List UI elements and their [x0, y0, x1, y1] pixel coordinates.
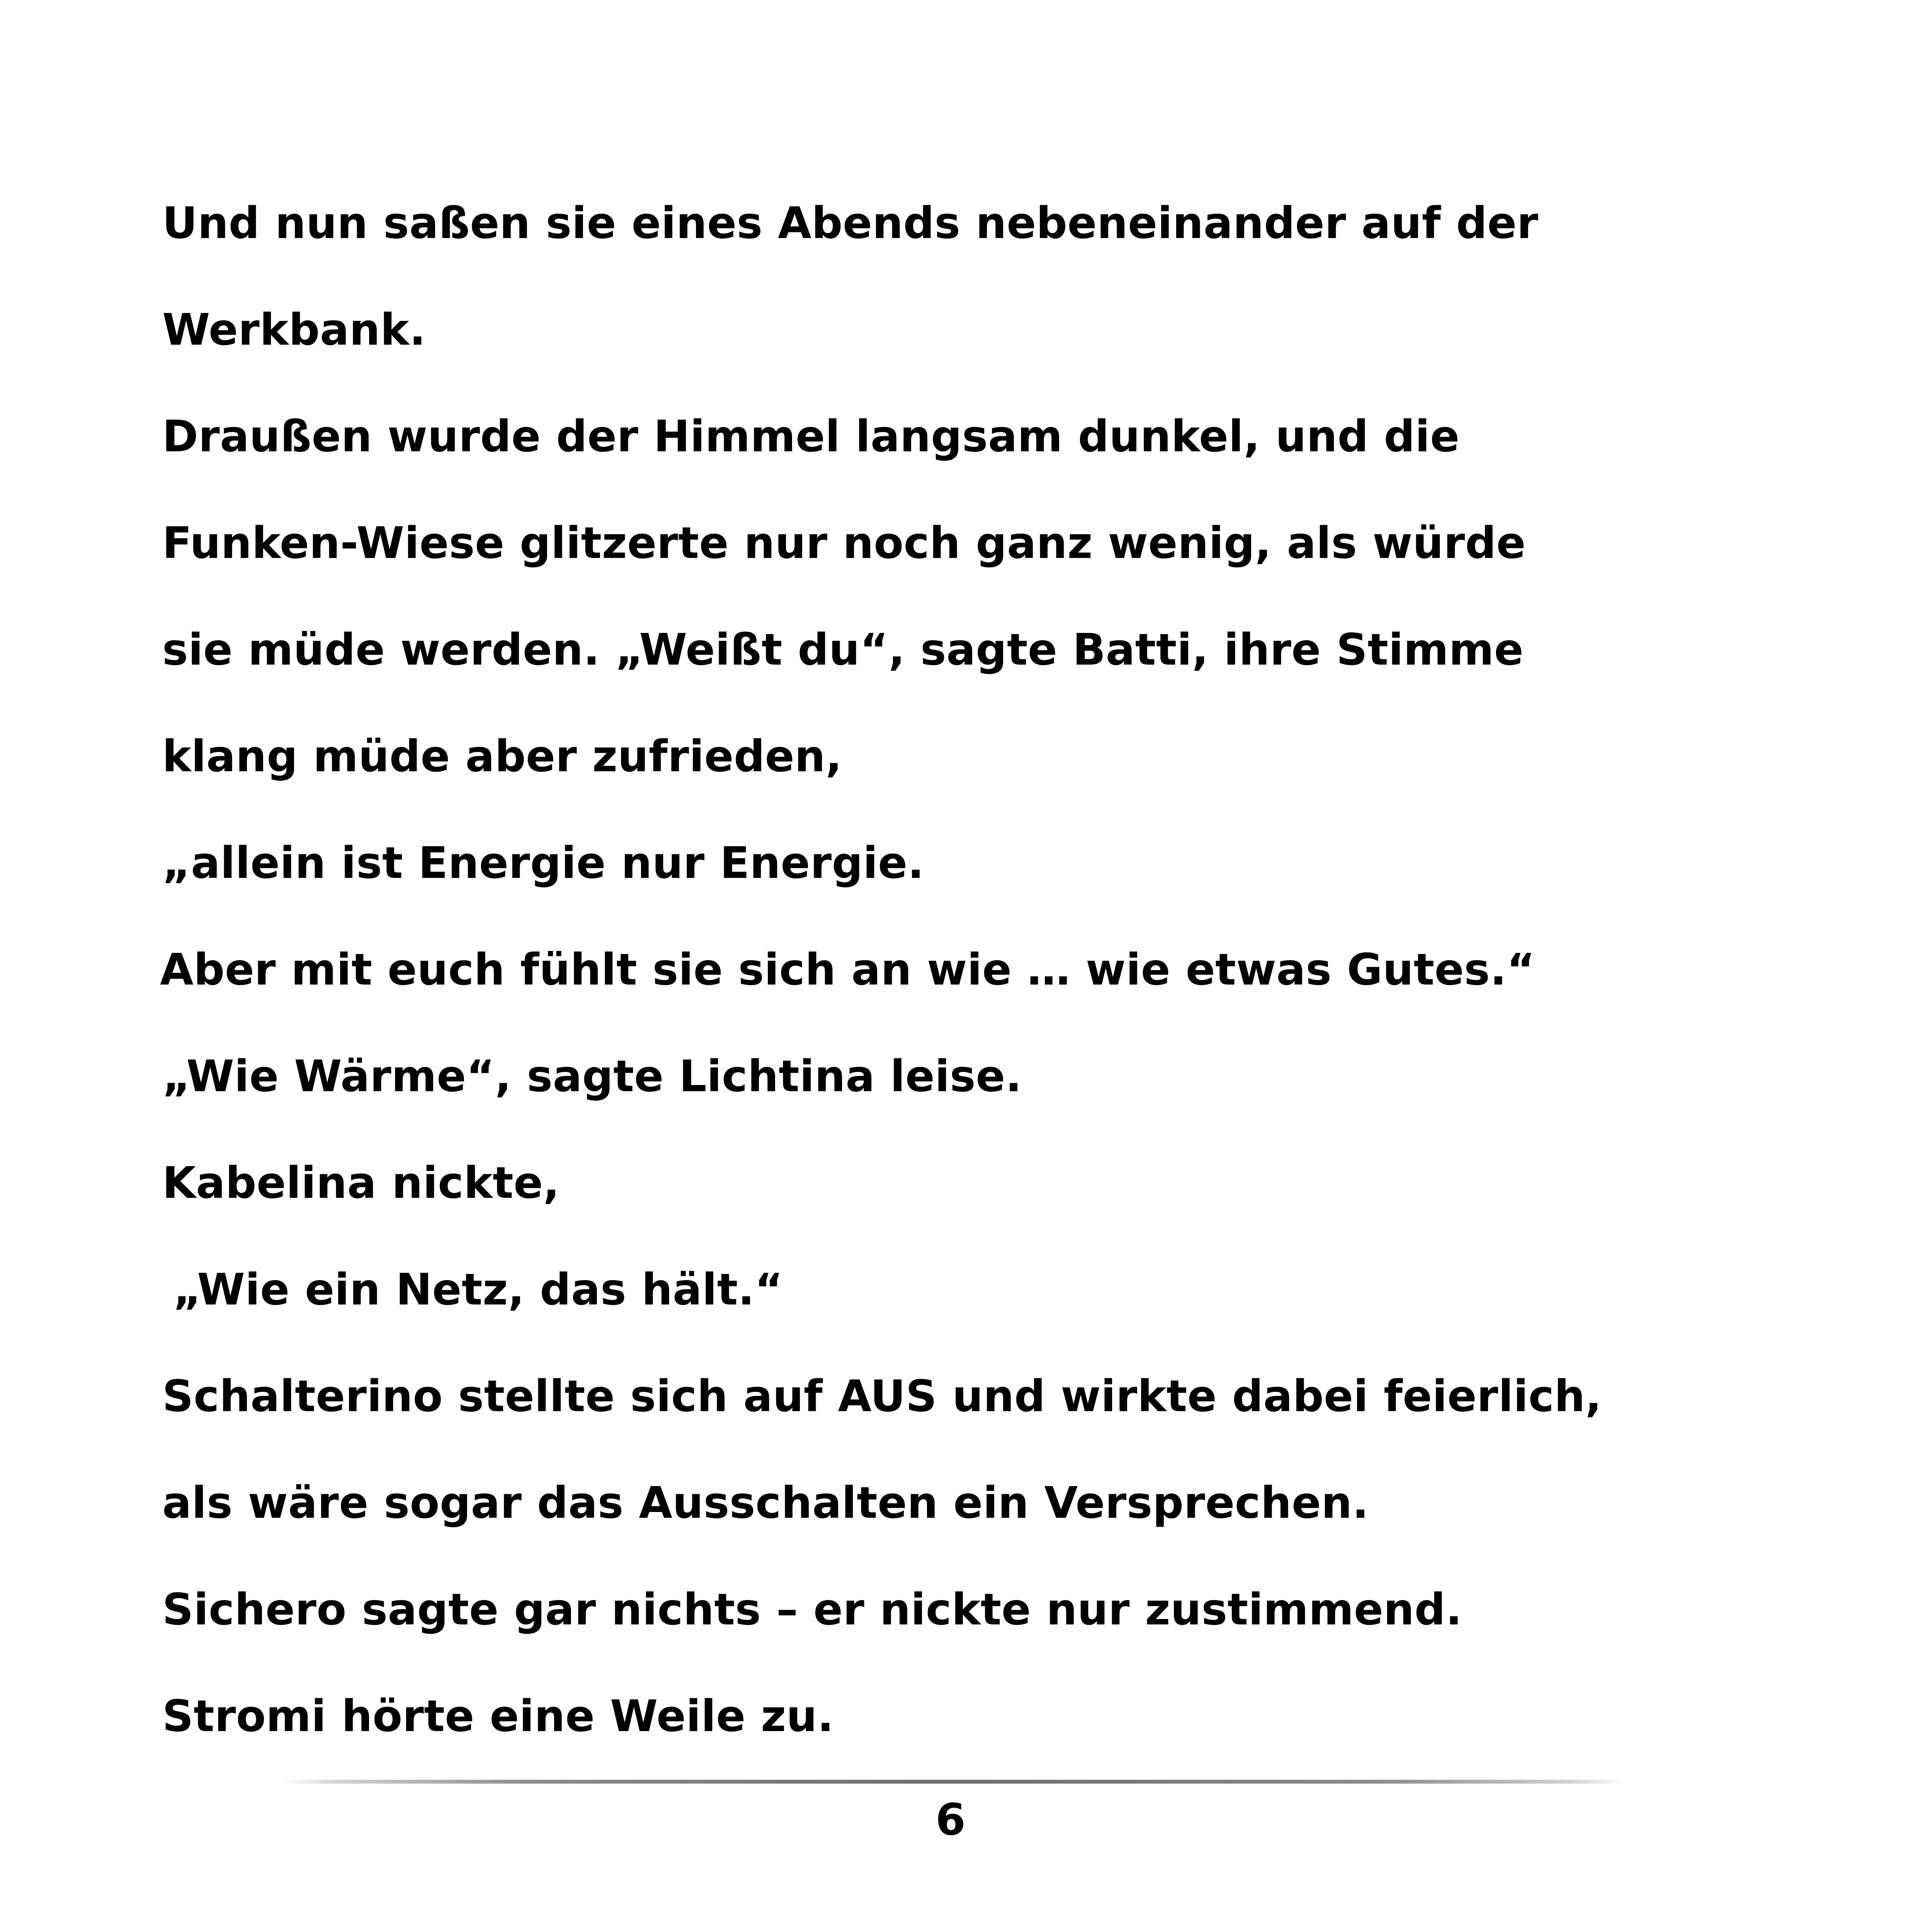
text-line: „Wie Wärme“, sagte Lichtina leise. — [162, 1051, 1022, 1102]
body-text — [162, 170, 1708, 1770]
text-line: Draußen wurde der Himmel langsam dunkel, und die — [162, 412, 1460, 462]
text-line: „allein ist Energie nur Energie. — [162, 838, 924, 888]
text-line: Stromi hörte eine Weile zu. — [162, 1691, 834, 1742]
text-line: Und nun saßen sie eines Abends nebeneinander auf der — [162, 198, 1539, 248]
text-line: Kabelina nickte, — [162, 1158, 560, 1208]
text-line: Werkbank. — [162, 305, 426, 355]
footer-divider — [282, 1780, 1627, 1784]
page-number: 6 — [935, 1795, 966, 1845]
text-line: Aber mit euch fühlt sie sich an wie … wie etwas Gutes.“ — [160, 945, 1536, 995]
text-line: sie müde werden. „Weißt du“, sagte Batti, ihre Stimme — [162, 625, 1524, 675]
text-line: „Wie ein Netz, das hält.“ — [173, 1265, 784, 1315]
text-line: Sichero sagte gar nichts – er nickte nur zustimmend. — [162, 1585, 1463, 1635]
text-line: klang müde aber zufrieden, — [162, 731, 842, 782]
text-line: als wäre sogar das Ausschalten ein Versprechen. — [162, 1478, 1369, 1528]
text-line: Schalterino stellte sich auf AUS und wirkte dabei feierlich, — [162, 1371, 1602, 1422]
text-line: Funken-Wiese glitzerte nur noch ganz wenig, als würde — [162, 518, 1526, 568]
